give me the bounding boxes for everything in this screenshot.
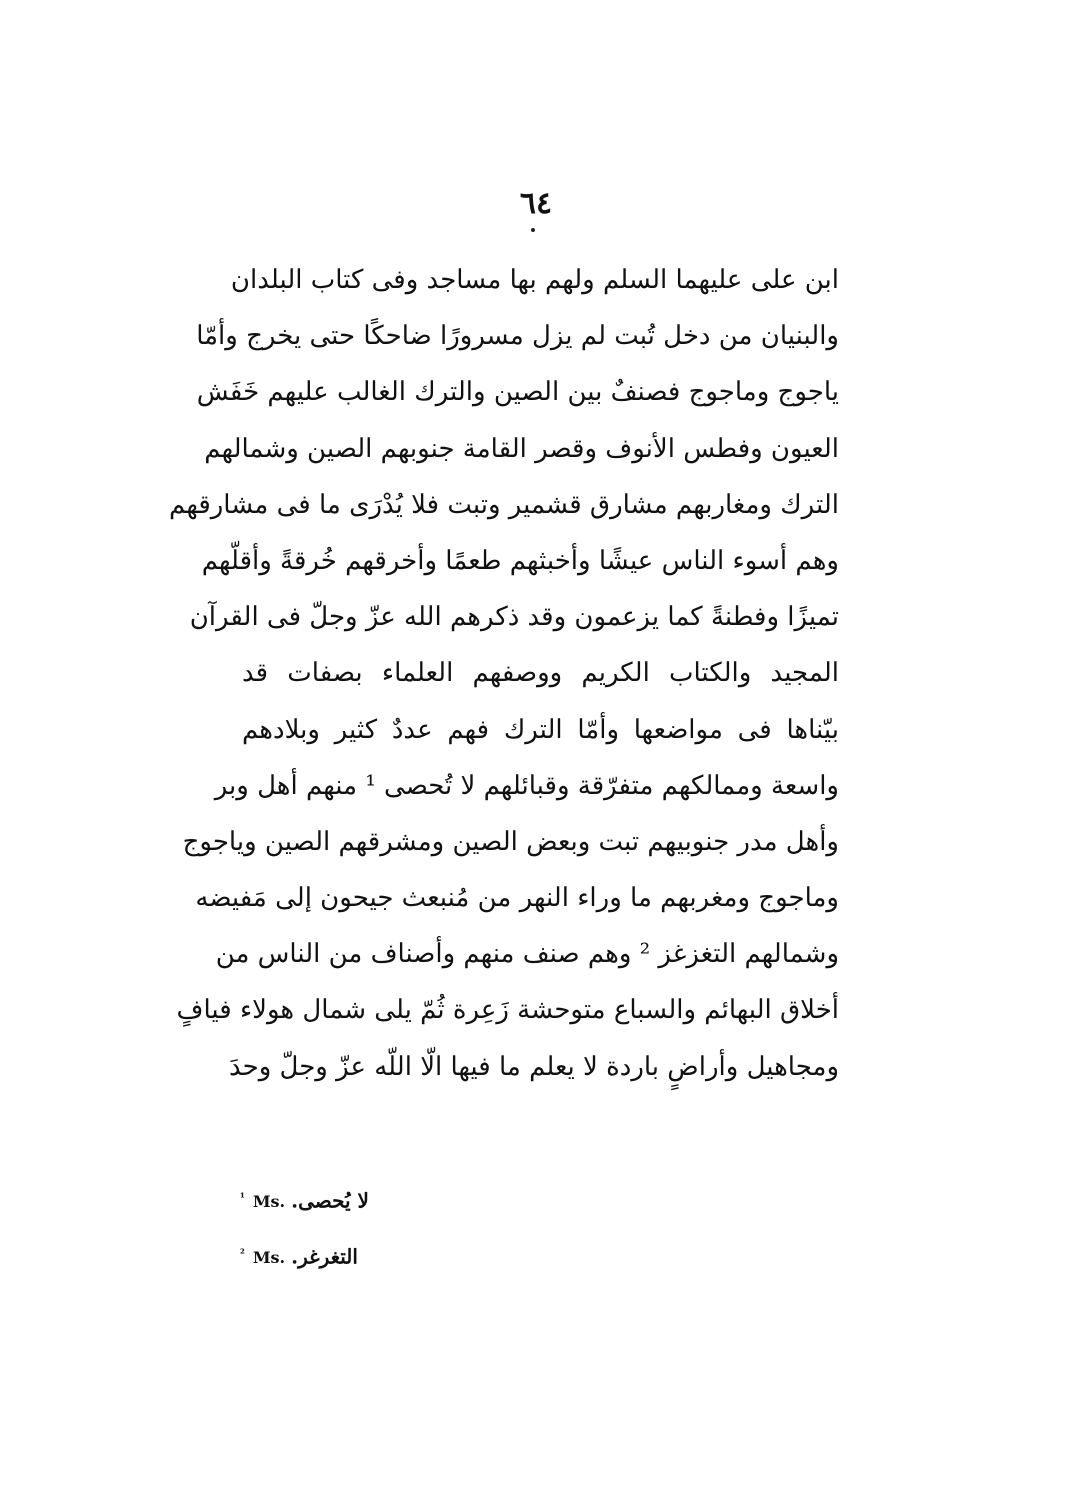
page-number: ٦٤ — [519, 186, 553, 221]
body-text — [169, 252, 839, 1095]
footnote-marker: ² — [240, 1247, 245, 1260]
text-line-6: وهم أسوء الناس عيشًا وأخبثهم طعمًا وأخرقهم خُرقةً وأقلّهم — [201, 545, 839, 576]
footnote-abbreviation: Ms. — [252, 1192, 286, 1212]
footnote-text: التغرغر. — [291, 1244, 358, 1269]
text-line-11: وأهل مدر جنوبيهم تبت وبعض الصين ومشرقهم الصين وياجوج — [182, 826, 839, 857]
text-line-15: ومجاهيل وأراضٍ باردة لا يعلم ما فيها الّا اللّه عزّ وجلّ وحدَ — [229, 1051, 839, 1082]
footnote-text: لا يُحصى. — [291, 1188, 369, 1213]
footnote-abbreviation: Ms. — [252, 1248, 286, 1268]
text-line-7: تميزًا وفطنةً كما يزعمون وقد ذكرهم الله عزّ وجلّ فى القرآن — [189, 602, 839, 633]
footnotes — [240, 1178, 660, 1290]
text-line-3: ياجوج وماجوج فصنفٌ بين الصين والترك الغالب عليهم خَفَش — [196, 377, 839, 408]
text-line-1: ابن على عليهما السلم ولهم بها مساجد وفى كتاب البلدان — [230, 265, 839, 295]
footnote-1 — [240, 1178, 660, 1234]
text-line-4: العيون وفطس الأنوف وقصر القامة جنوبهم الصين وشمالهم — [204, 433, 839, 464]
page-number-dot — [531, 228, 535, 232]
text-line-2: والبنيان من دخل تُبت لم يزل مسرورًا ضاحكًا حتى يخرج وأمّا — [196, 321, 839, 352]
text-line-14: أخلاق البهائم والسباع متوحشة زَعِرة ثُمّ يلى شمال هولاء فيافٍ — [176, 995, 839, 1026]
text-line-9: بيّناها فى مواضعها وأمّا الترك فهم عددٌ كثير وبلادهم — [242, 714, 839, 745]
text-line-5: الترك ومغاربهم مشارق قشمير وتبت فلا يُدْرَى ما فى مشارقهم — [169, 489, 839, 520]
text-line-13: وشمالهم التغزغز ² وهم صنف منهم وأصناف من الناس من — [215, 939, 839, 970]
text-line-8: المجيد والكتاب الكريم ووصفهم العلماء بصفات قد — [242, 658, 839, 689]
footnote-2 — [240, 1234, 660, 1290]
text-line-12: وماجوج ومغربهم ما وراء النهر من مُنبعث جيحون إلى مَفيضه — [195, 883, 839, 914]
text-line-10: واسعة وممالكهم متفرّقة وقبائلهم لا تُحصى ¹ منهم أهل وبر — [214, 770, 839, 801]
footnote-marker: ¹ — [240, 1191, 245, 1204]
